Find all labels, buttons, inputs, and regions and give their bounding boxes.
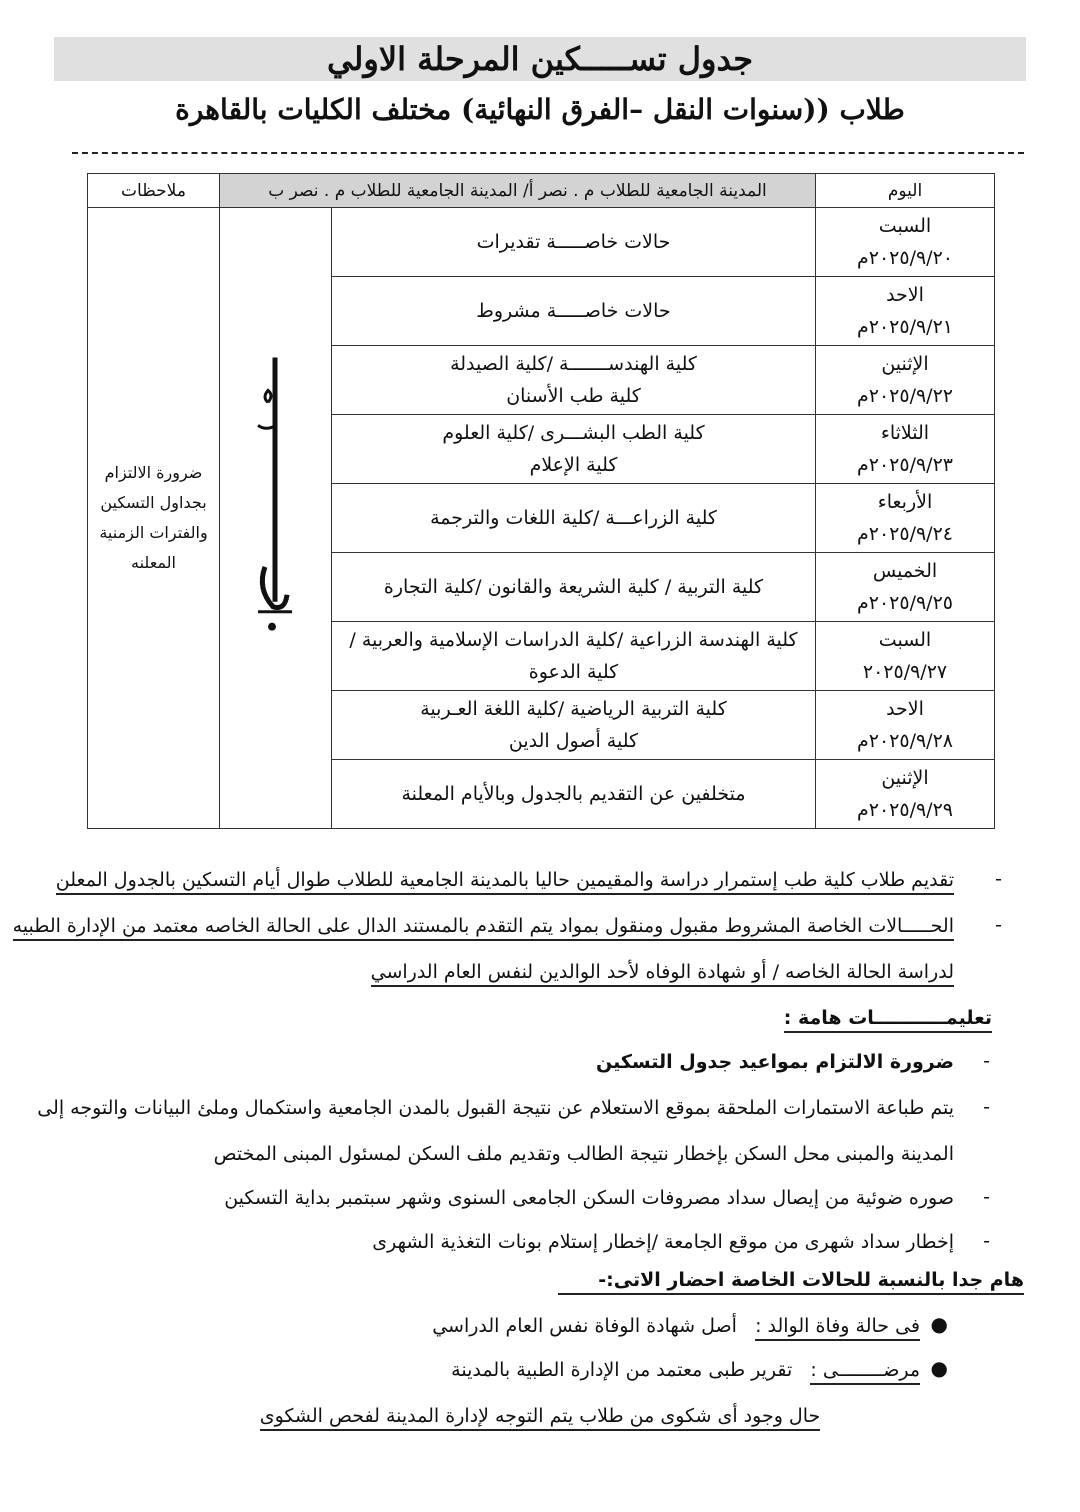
dash-bullet: - xyxy=(983,1096,990,1118)
college-cell: كلية التربية / كلية الشريعة والقانون /كلية التجارة xyxy=(332,553,816,622)
college-cell: كلية التربية الرياضية /كلية اللغة العـربية كلية أصول الدين xyxy=(332,691,816,760)
stamp-glyph xyxy=(220,208,331,828)
dash-bullet: - xyxy=(995,914,1002,936)
note-1: تقديم طلاب كلية طب إستمرار دراسة والمقيمين حاليا بالمدينة الجامعية للطلاب طوال أيام التسكين بالجدول المعلن xyxy=(40,866,954,894)
schedule-table xyxy=(87,173,995,829)
page-title: جدول تســـــكين المرحلة الاولي xyxy=(326,40,754,78)
special-item-2: مرضــــــــى : تقرير طبى معتمد من الإدارة الطبية بالمدينة xyxy=(40,1356,920,1384)
dash-bullet: - xyxy=(983,1230,990,1252)
college-cell: متخلفين عن التقديم بالجدول وبالأيام المعلنة xyxy=(332,760,816,829)
instructions-heading: تعليمـــــــــــات هامة : xyxy=(40,1004,992,1032)
day-cell: الإثنين ٢٠٢٥/٩/٢٩م xyxy=(816,760,995,829)
special-item-1: فى حالة وفاة الوالد : أصل شهادة الوفاة نفس العام الدراسي xyxy=(40,1312,920,1340)
instruction-1: ضرورة الالتزام بمواعيد جدول التسكين xyxy=(595,1051,954,1073)
header-day: اليوم xyxy=(816,174,995,208)
college-cell: كلية الهندسة الزراعية /كلية الدراسات الإسلامية والعربية / كلية الدعوة xyxy=(332,622,816,691)
header-notes: ملاحظات xyxy=(88,174,220,208)
college-cell: كلية الزراعـــة /كلية اللغات والترجمة xyxy=(332,484,816,553)
notes-cell: ضرورة الالتزام بجداول التسكين والفترات الزمنية المعلنه xyxy=(88,208,220,829)
day-cell: السبت ٢٠٢٥/٩/٢٠م xyxy=(816,208,995,277)
day-cell: الاحد ٢٠٢٥/٩/٢٨م xyxy=(816,691,995,760)
day-cell: الإثنين ٢٠٢٥/٩/٢٢م xyxy=(816,346,995,415)
note-2b: لدراسة الحالة الخاصه / أو شهادة الوفاه لأحد الوالدين لنفس العام الدراسي xyxy=(40,958,954,986)
bullet-dot: ● xyxy=(930,1312,948,1336)
page-subtitle: طلاب ((سنوات النقل –الفرق النهائية) مختلف الكليات بالقاهرة xyxy=(175,93,905,126)
special-heading: هام جدا بالنسبة للحالات الخاصة احضار الاتى:- xyxy=(40,1266,1024,1294)
college-cell: حالات خاصـــــة تقديرات xyxy=(332,208,816,277)
instruction-3: صوره ضوئية من إيصال سداد مصروفات السكن الجامعى السنوى وشهر سبتمبر بداية التسكين xyxy=(224,1187,954,1209)
instruction-2a: يتم طباعة الاستمارات الملحقة بموقع الاستعلام عن نتيجة القبول بالمدن الجامعية واستكمال وملئ البيانات والتوجه إلى xyxy=(37,1097,954,1119)
college-cell: كلية الطب البشـــرى /كلية العلوم كلية الإعلام xyxy=(332,415,816,484)
instruction-4: إخطار سداد شهرى من موقع الجامعة /إخطار إستلام بونات التغذية الشهرى xyxy=(372,1231,954,1253)
table-header-row xyxy=(88,174,995,208)
table-row xyxy=(88,208,995,277)
bullet-dot: ● xyxy=(930,1356,948,1380)
divider xyxy=(72,152,1024,154)
day-cell: الخميس ٢٠٢٥/٩/٢٥م xyxy=(816,553,995,622)
college-cell: كلية الهندســـــــة /كلية الصيدلة كلية طب الأسنان xyxy=(332,346,816,415)
college-cell: حالات خاصـــــة مشروط xyxy=(332,277,816,346)
instruction-2b: المدينة والمبنى محل السكن بإخطار نتيجة الطالب وتقديم ملف السكن لمسئول المبنى المختص xyxy=(213,1143,954,1165)
dash-bullet: - xyxy=(995,868,1002,890)
day-cell: الأربعاء ٢٠٢٥/٩/٢٤م xyxy=(816,484,995,553)
stamp-cell xyxy=(220,208,332,829)
footer-note: حال وجود أى شكوى من طلاب يتم التوجه لإدارة المدينة لفحص الشكوى xyxy=(0,1402,1080,1430)
day-cell: السبت ٢٠٢٥/٩/٢٧ xyxy=(816,622,995,691)
header-city: المدينة الجامعية للطلاب م . نصر أ/ المدينة الجامعية للطلاب م . نصر ب xyxy=(220,174,816,208)
day-cell: الثلاثاء ٢٠٢٥/٩/٢٣م xyxy=(816,415,995,484)
note-2a: الحـــــالات الخاصة المشروط مقبول ومنقول بمواد يتم التقدم بالمستند الدال على الحالة الخاصه معتمد من الإدارة الطبيه xyxy=(40,912,954,940)
day-cell: الاحد ٢٠٢٥/٩/٢١م xyxy=(816,277,995,346)
dash-bullet: - xyxy=(983,1186,990,1208)
dash-bullet: - xyxy=(983,1050,990,1072)
